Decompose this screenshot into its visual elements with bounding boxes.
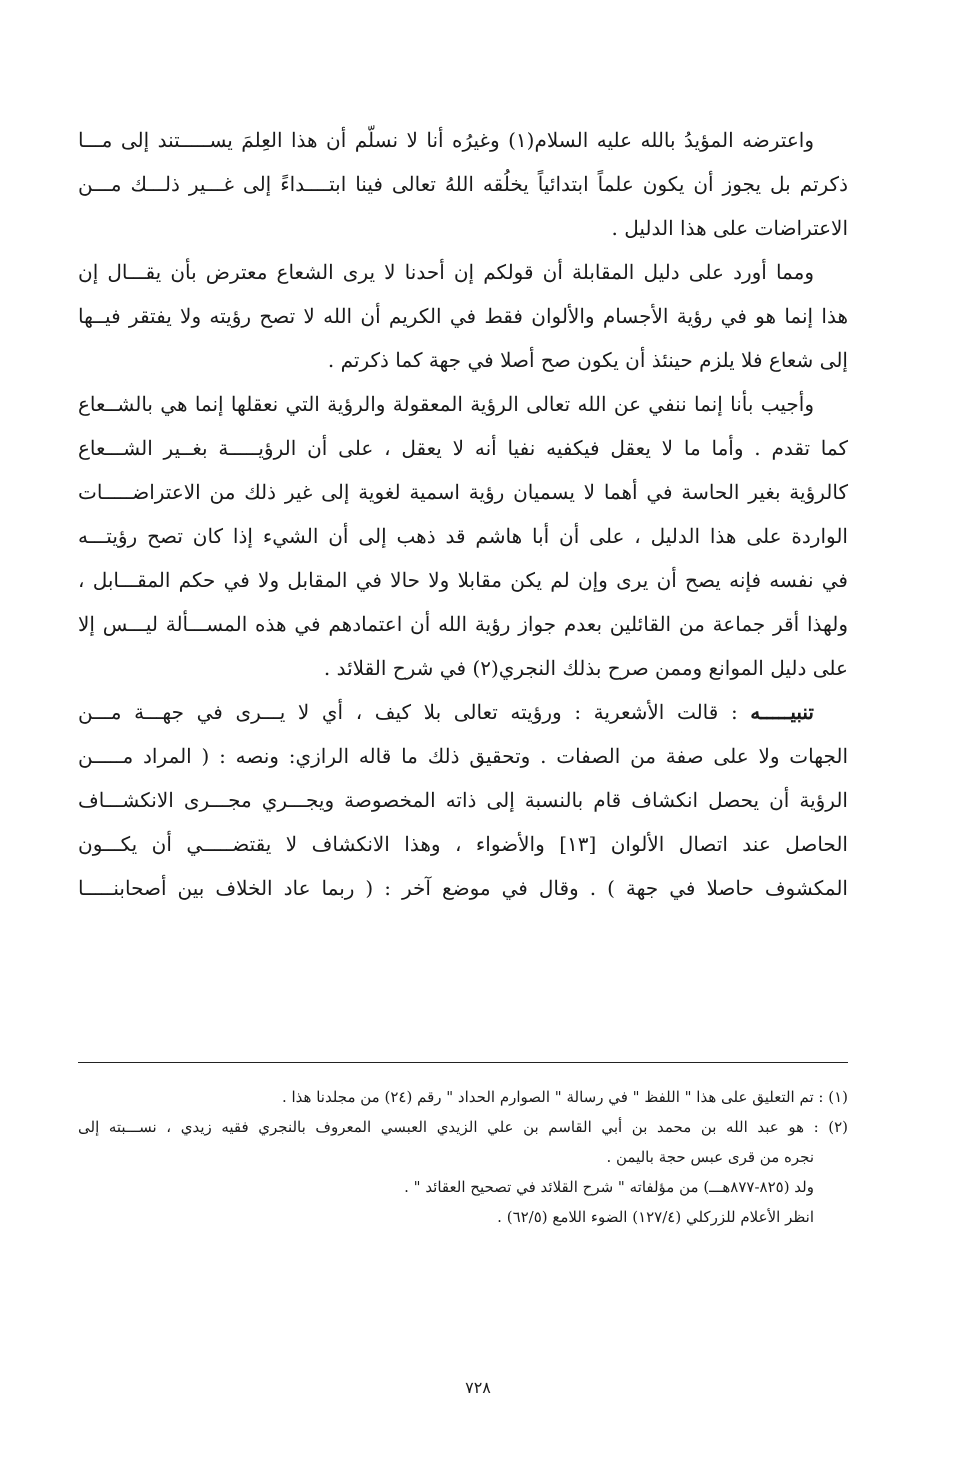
text-line: الرؤية أن يحصل انكشاف قام بالنسبة إلى ذاته المخصوصة ويجـــري مجـــرى الانكشـــاف xyxy=(78,788,848,812)
text-line: الحاصل عند اتصال الألوان [١٣] والأضواء ، وهذا الانكشاف لا يقتضـــــي أن يكـــون xyxy=(78,832,848,856)
text-line: ومما أورد على دليل المقابلة أن قولكم إن أحدنا لا يرى الشعاع معترض بأن يقـــال إن xyxy=(78,260,814,284)
footnote-2-birth: ولد (٨٢٥-٨٧٧هـــ) من مؤلفاته " شرح القلائد في تصحيح العقائد " . xyxy=(404,1178,814,1196)
text-line: الواردة على هذا الدليل ، على أن أبا هاشم قد ذهب إلى أن الشيء إذا كان تصح رؤيتـــه xyxy=(78,524,848,548)
paragraph-1 xyxy=(78,118,848,250)
page-number: ٧٢٨ xyxy=(465,1378,491,1397)
text-line: إلى شعاع فلا يلزم حينئذ أن يكون صح أصلا في جهة كما ذكرتم . xyxy=(327,348,848,372)
text-line: كالرؤية بغير الحاسة في أهما لا يسميان رؤية اسمية لغوية إلى غير ذلك من الاعتراضـــــات xyxy=(78,480,848,504)
footnote-1: (١) : تم التعليق على هذا " اللفظ " في رسالة " الصوارم الحداد " رقم (٢٤) من مجلدنا هذا . xyxy=(281,1088,848,1106)
footnote-divider xyxy=(78,1062,848,1063)
paragraph-3 xyxy=(78,382,848,690)
text-line: هذا إنما هو في رؤية الأجسام والألوان فقط في الكريم أن الله لا تصح رؤيته ولا يفتقر فيــها xyxy=(78,304,848,328)
text-line: وأجيب بأنا إنما ننفي عن الله تعالى الرؤية المعقولة والرؤية التي نعقلها إنما هي بالشــعاع xyxy=(78,392,814,416)
paragraph-4 xyxy=(78,690,848,910)
text-line: الجهات ولا على صفة من الصفات . وتحقيق ذلك ما قاله الرازي: ونصه : ( المراد مـــــن xyxy=(78,744,848,768)
footnote-2: (٢) : هو عبد الله بن محمد بن أبي القاسم بن علي الزيدي العبسي المعروف بالنجري فقيه زيدي ، نســـبته إلى xyxy=(78,1118,848,1136)
text-line: واعترضه المؤيدُ بالله عليه السلام(١) وغيرُه أنا لا نسلّم أن هذا العِلمَ يســـــتند إلى مـــا xyxy=(78,128,814,152)
notice-text: : قالت الأشعرية : ورؤيته تعالى بلا كيف ، أي لا يـــرى في جهـــة مـــن xyxy=(78,700,751,724)
footnotes xyxy=(78,1082,848,1232)
text-line: الاعتراضات على هذا الدليل . xyxy=(611,216,848,240)
text-line xyxy=(78,690,848,734)
text-line: على دليل الموانع وممن صرح بذلك النجري(٢) في شرح القلائد . xyxy=(323,656,848,680)
text-line: كما تقدم . وأما ما لا يعقل فيكفيه نفيا أنه لا يعقل ، على أن الرؤيـــــة بغــير الشـــعاع xyxy=(78,436,848,460)
text-line: المكشوف حاصلا في جهة ) . وقال في موضع آخر : ( ربما عاد الخلاف بين أصحابنـــــا xyxy=(78,876,848,900)
paragraph-2 xyxy=(78,250,848,382)
footnote-2-continued: نجره من قرى عبس حجة باليمن . xyxy=(606,1148,814,1166)
text-line: ذكرتم بل يجوز أن يكون علماً ابتدائياً يخلُقه اللهُ تعالى فينا ابتــــداءً إلى غـــير ذلـــك مـــن xyxy=(78,172,848,196)
footnote-2-references: انظر الأعلام للزركلي (١٢٧/٤) الضوء اللامع (٦٢/٥) . xyxy=(497,1208,814,1226)
main-text-body xyxy=(78,118,848,910)
notice-heading: تنبيـــــه xyxy=(750,700,814,724)
text-line: في نفسه فإنه يصح أن يرى وإن لم يكن مقابلا ولا حالا في المقابل ولا في حكم المقـــابل ، xyxy=(78,568,848,592)
text-line: ولهذا أقر جماعة من القائلين بعدم جواز رؤية الله أن اعتمادهم في هذه المســـألة ليـــس إلا xyxy=(78,612,848,636)
